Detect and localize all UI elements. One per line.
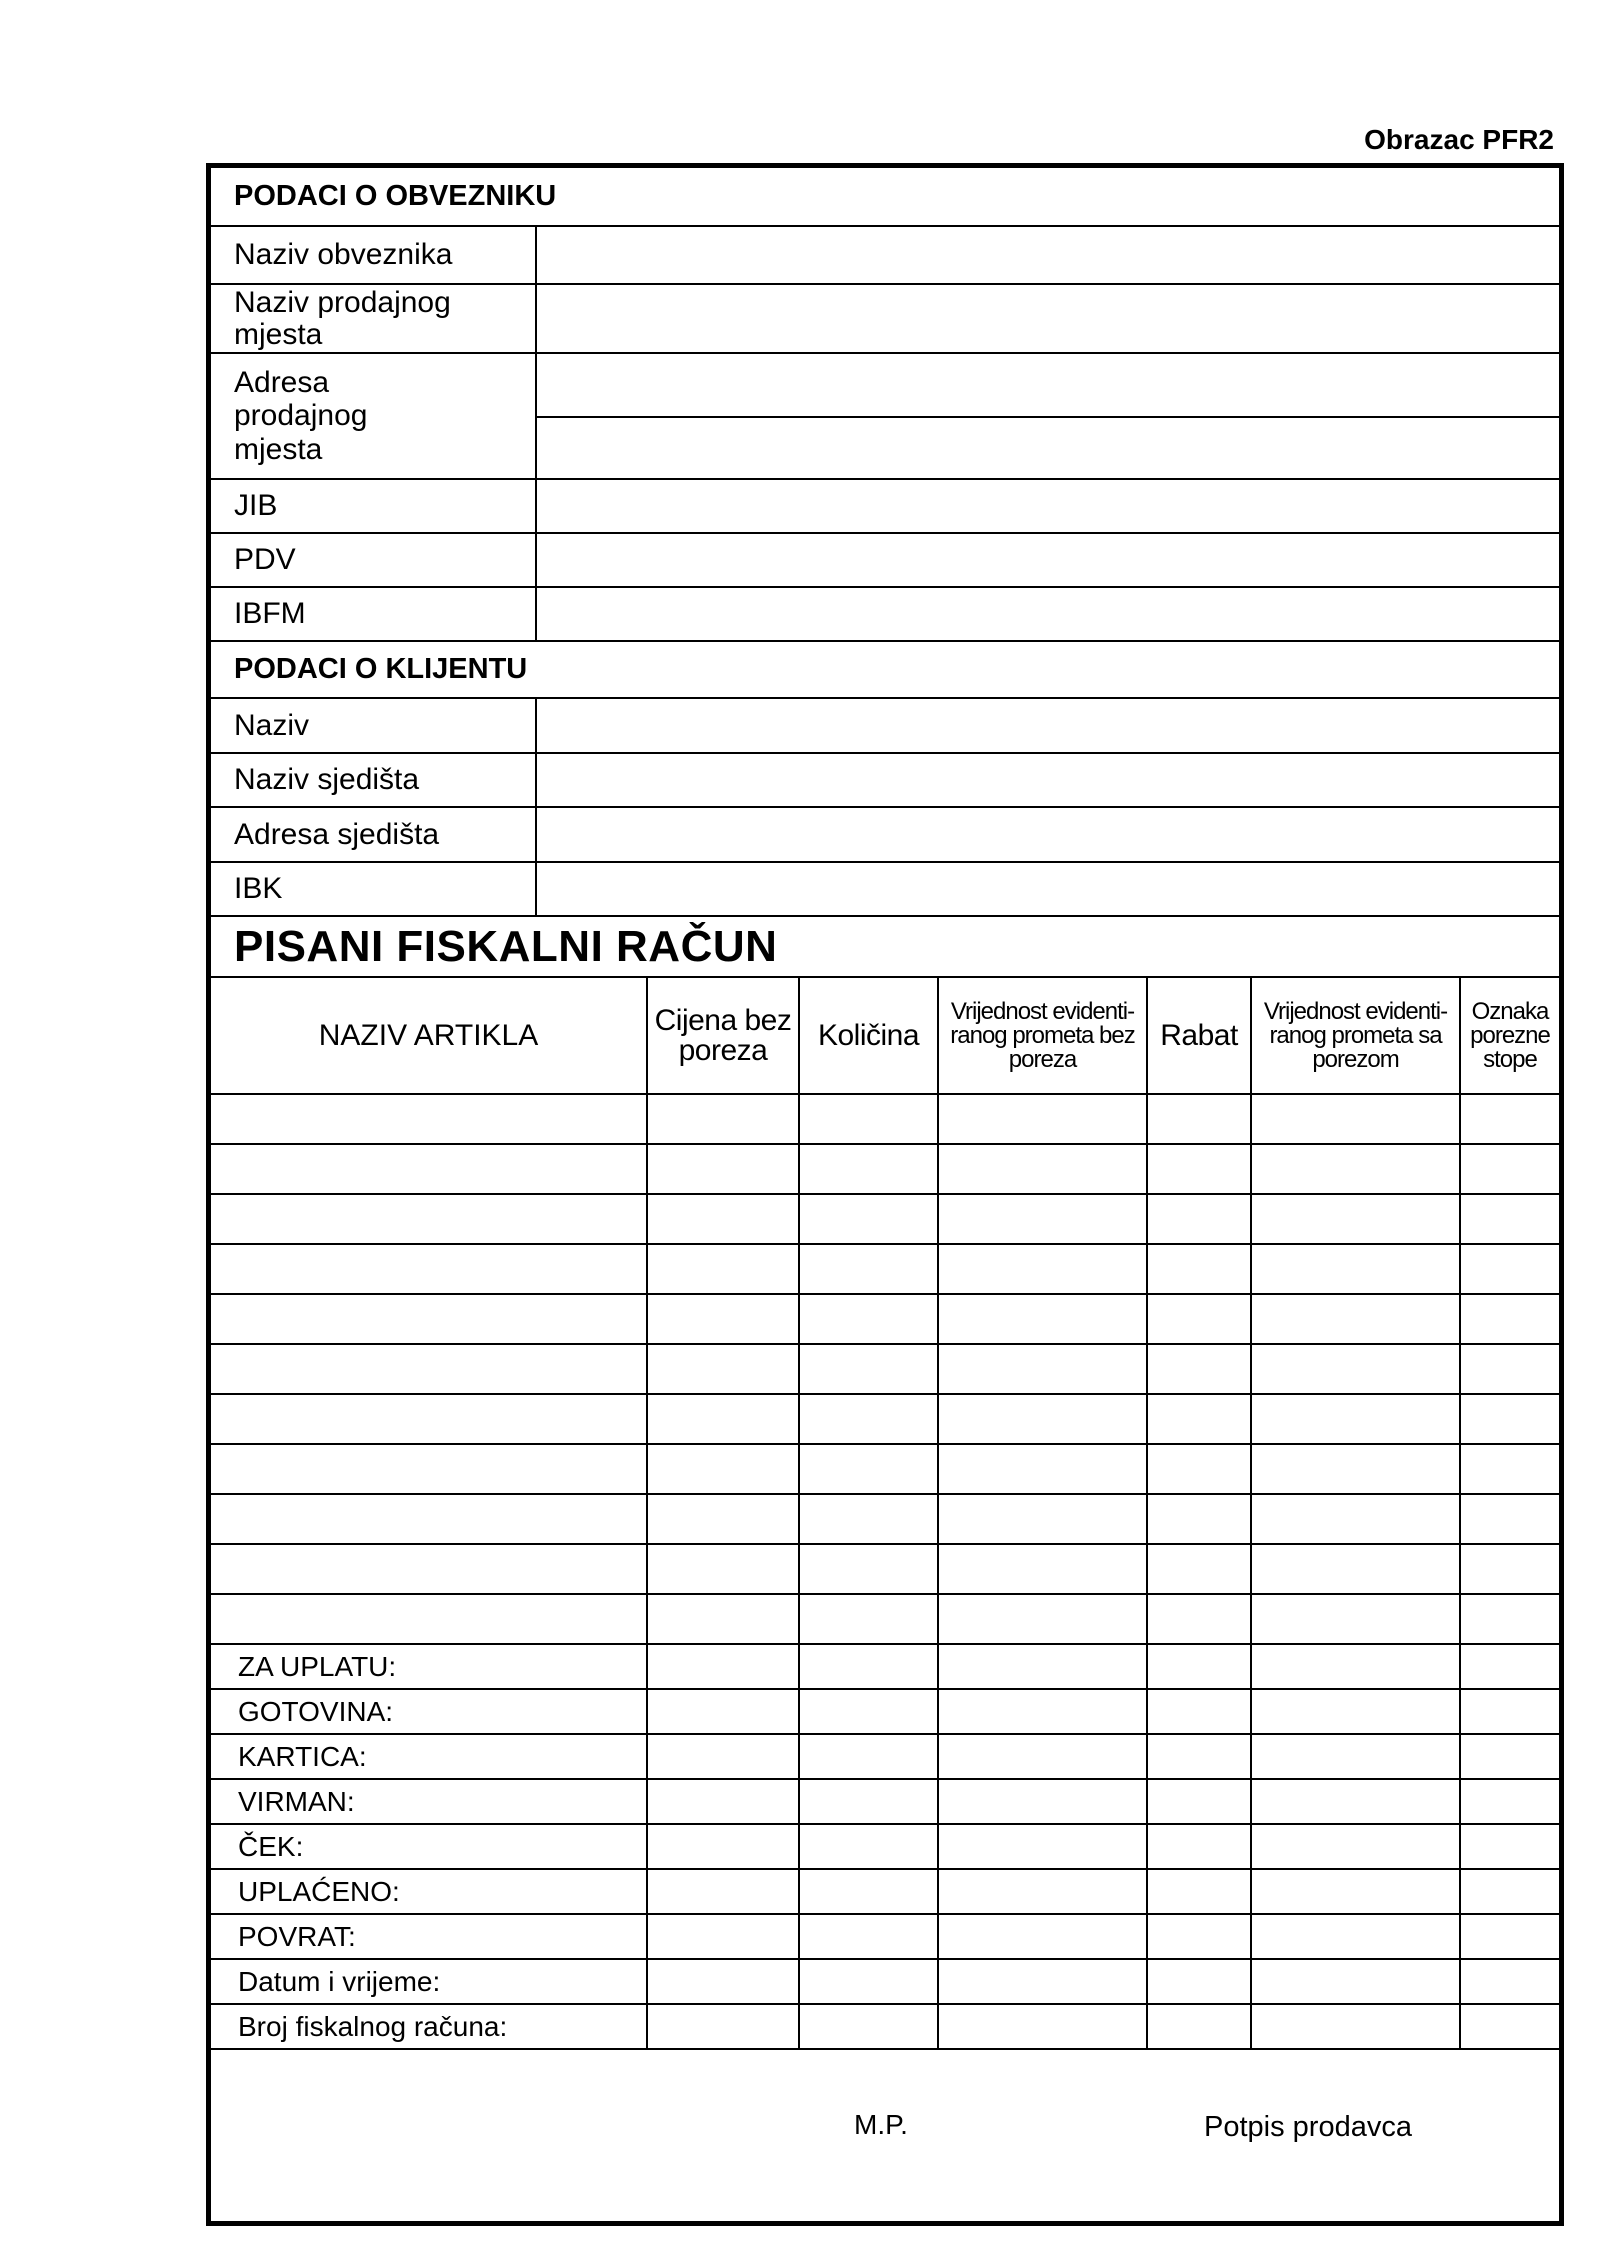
summary-cell[interactable] <box>1147 1644 1251 1689</box>
item-cell[interactable] <box>647 1594 799 1644</box>
ibfm-label: IBFM <box>211 588 537 640</box>
item-cell[interactable] <box>938 1444 1147 1494</box>
item-cell[interactable] <box>938 1244 1147 1294</box>
receipt-form <box>206 163 1564 2226</box>
ibk-row <box>211 863 1559 917</box>
item-row <box>211 1394 1559 1444</box>
jib-label: JIB <box>211 480 537 532</box>
summary-cell[interactable] <box>1460 1824 1559 1869</box>
item-row <box>211 1194 1559 1244</box>
item-row <box>211 1494 1559 1544</box>
summary-cell[interactable] <box>799 1689 938 1734</box>
item-cell[interactable] <box>799 1244 938 1294</box>
items-header-row <box>211 977 1559 1094</box>
item-cell[interactable] <box>1251 1344 1460 1394</box>
summary-row-paid <box>211 1869 1559 1914</box>
item-cell[interactable] <box>211 1394 647 1444</box>
signature-area <box>211 2050 1559 2220</box>
item-cell[interactable] <box>938 1394 1147 1444</box>
col-value-with-tax: Vrijednost evidenti-ranog prometa sa porezom <box>1251 977 1460 1094</box>
item-cell[interactable] <box>1460 1594 1559 1644</box>
cheque-label: ČEK: <box>211 1824 647 1869</box>
item-cell[interactable] <box>211 1244 647 1294</box>
summary-cell[interactable] <box>1460 1644 1559 1689</box>
summary-cell[interactable] <box>647 1824 799 1869</box>
summary-row-change <box>211 1914 1559 1959</box>
summary-cell[interactable] <box>938 2004 1147 2049</box>
summary-cell[interactable] <box>647 1734 799 1779</box>
taxpayer-name-label: Naziv obveznika <box>211 227 537 283</box>
item-cell[interactable] <box>1460 1094 1559 1144</box>
item-cell[interactable] <box>1147 1244 1251 1294</box>
item-cell[interactable] <box>1147 1394 1251 1444</box>
item-cell[interactable] <box>938 1094 1147 1144</box>
form-code: Obrazac PFR2 <box>1364 124 1554 155</box>
pdv-field[interactable] <box>537 534 1559 586</box>
item-cell[interactable] <box>1147 1294 1251 1344</box>
item-cell[interactable] <box>1251 1194 1460 1244</box>
summary-cell[interactable] <box>1251 1824 1460 1869</box>
item-cell[interactable] <box>938 1544 1147 1594</box>
summary-cell[interactable] <box>799 2004 938 2049</box>
item-cell[interactable] <box>1251 1094 1460 1144</box>
summary-cell[interactable] <box>1460 1869 1559 1914</box>
item-cell[interactable] <box>1460 1544 1559 1594</box>
item-cell[interactable] <box>1251 1294 1460 1344</box>
summary-row-card <box>211 1734 1559 1779</box>
item-cell[interactable] <box>1147 1494 1251 1544</box>
item-cell[interactable] <box>1251 1444 1460 1494</box>
item-cell[interactable] <box>211 1094 647 1144</box>
summary-cell[interactable] <box>1460 1959 1559 2004</box>
summary-cell[interactable] <box>799 1824 938 1869</box>
item-cell[interactable] <box>1251 1594 1460 1644</box>
cash-label: GOTOVINA: <box>211 1689 647 1734</box>
card-label: KARTICA: <box>211 1734 647 1779</box>
item-cell[interactable] <box>1147 1344 1251 1394</box>
summary-cell[interactable] <box>1460 1914 1559 1959</box>
item-cell[interactable] <box>799 1444 938 1494</box>
col-quantity: Količina <box>799 977 938 1094</box>
receipt-title: PISANI FISKALNI RAČUN <box>234 921 778 971</box>
item-cell[interactable] <box>938 1494 1147 1544</box>
item-cell[interactable] <box>799 1594 938 1644</box>
summary-cell[interactable] <box>938 1869 1147 1914</box>
item-cell[interactable] <box>211 1144 647 1194</box>
item-row <box>211 1144 1559 1194</box>
item-cell[interactable] <box>938 1144 1147 1194</box>
summary-cell[interactable] <box>1251 1869 1460 1914</box>
summary-cell[interactable] <box>1147 2004 1251 2049</box>
summary-cell[interactable] <box>938 1959 1147 2004</box>
summary-cell[interactable] <box>938 1689 1147 1734</box>
summary-cell[interactable] <box>938 1914 1147 1959</box>
taxpayer-heading: PODACI O OBVEZNIKU <box>211 168 1559 227</box>
item-cell[interactable] <box>211 1344 647 1394</box>
ibfm-row <box>211 588 1559 642</box>
col-value-without-tax: Vrijednost evidenti-ranog prometa bez poreza <box>938 977 1147 1094</box>
col-price-without-tax: Cijena bez poreza <box>647 977 799 1094</box>
seat-address-row <box>211 808 1559 863</box>
item-cell[interactable] <box>1251 1394 1460 1444</box>
summary-cell[interactable] <box>647 1869 799 1914</box>
summary-row-datetime <box>211 1959 1559 2004</box>
shop-name-label: Naziv prodajnog mjesta <box>211 285 537 352</box>
summary-cell[interactable] <box>1147 1914 1251 1959</box>
item-cell[interactable] <box>1460 1194 1559 1244</box>
summary-cell[interactable] <box>1147 1869 1251 1914</box>
shop-address-label: Adresa prodajnog mjesta <box>211 354 537 478</box>
change-label: POVRAT: <box>211 1914 647 1959</box>
item-cell[interactable] <box>799 1294 938 1344</box>
paid-label: UPLAĆENO: <box>211 1869 647 1914</box>
item-cell[interactable] <box>938 1194 1147 1244</box>
item-cell[interactable] <box>799 1094 938 1144</box>
taxpayer-name-row <box>211 227 1559 285</box>
seat-name-label: Naziv sjedišta <box>211 754 537 806</box>
item-row <box>211 1544 1559 1594</box>
item-cell[interactable] <box>211 1494 647 1544</box>
summary-cell[interactable] <box>938 1779 1147 1824</box>
datetime-label: Datum i vrijeme: <box>211 1959 647 2004</box>
summary-cell[interactable] <box>799 1869 938 1914</box>
item-cell[interactable] <box>1460 1444 1559 1494</box>
shop-name-row <box>211 285 1559 354</box>
item-cell[interactable] <box>1147 1094 1251 1144</box>
item-cell[interactable] <box>1147 1144 1251 1194</box>
item-cell[interactable] <box>647 1294 799 1344</box>
summary-cell[interactable] <box>938 1824 1147 1869</box>
summary-cell[interactable] <box>1251 1644 1460 1689</box>
seat-name-row <box>211 754 1559 808</box>
item-cell[interactable] <box>1460 1394 1559 1444</box>
taxpayer-name-field[interactable] <box>537 227 1559 283</box>
to-pay-label: ZA UPLATU: <box>211 1644 647 1689</box>
summary-cell[interactable] <box>1460 2004 1559 2049</box>
col-discount: Rabat <box>1147 977 1251 1094</box>
item-cell[interactable] <box>938 1594 1147 1644</box>
item-row <box>211 1244 1559 1294</box>
summary-cell[interactable] <box>1460 1689 1559 1734</box>
item-cell[interactable] <box>647 1444 799 1494</box>
summary-cell[interactable] <box>1460 1734 1559 1779</box>
summary-cell[interactable] <box>799 1644 938 1689</box>
pdv-label: PDV <box>211 534 537 586</box>
item-cell[interactable] <box>647 1494 799 1544</box>
item-cell[interactable] <box>1460 1294 1559 1344</box>
summary-cell[interactable] <box>799 1914 938 1959</box>
item-cell[interactable] <box>211 1194 647 1244</box>
summary-cell[interactable] <box>938 1734 1147 1779</box>
item-cell[interactable] <box>647 1094 799 1144</box>
client-name-row <box>211 699 1559 754</box>
summary-cell[interactable] <box>1251 2004 1460 2049</box>
summary-row-to-pay <box>211 1644 1559 1689</box>
receipt-number-label: Broj fiskalnog računa: <box>211 2004 647 2049</box>
item-cell[interactable] <box>799 1344 938 1394</box>
item-row <box>211 1094 1559 1144</box>
item-cell[interactable] <box>1460 1494 1559 1544</box>
summary-cell[interactable] <box>799 1779 938 1824</box>
client-name-label: Naziv <box>211 699 537 752</box>
ibk-field[interactable] <box>537 863 1559 915</box>
ibfm-field[interactable] <box>537 588 1559 640</box>
shop-address-line-2[interactable] <box>537 418 1559 478</box>
item-cell[interactable] <box>647 1144 799 1194</box>
client-heading: PODACI O KLIJENTU <box>211 642 1559 699</box>
summary-row-receipt-number <box>211 2004 1559 2049</box>
item-row <box>211 1444 1559 1494</box>
summary-cell[interactable] <box>1460 1779 1559 1824</box>
summary-cell[interactable] <box>1251 1734 1460 1779</box>
summary-cell[interactable] <box>1147 1959 1251 2004</box>
stamp-label: M.P. <box>854 2109 908 2140</box>
item-cell[interactable] <box>1251 1544 1460 1594</box>
item-cell[interactable] <box>211 1544 647 1594</box>
item-row <box>211 1344 1559 1394</box>
summary-cell[interactable] <box>1147 1824 1251 1869</box>
col-item-name: NAZIV ARTIKLA <box>211 977 647 1094</box>
summary-cell[interactable] <box>647 1644 799 1689</box>
item-cell[interactable] <box>1460 1244 1559 1294</box>
item-cell[interactable] <box>1147 1444 1251 1494</box>
items-table <box>211 976 1559 2050</box>
shop-address-row <box>211 354 1559 480</box>
summary-cell[interactable] <box>1251 1779 1460 1824</box>
seat-address-label: Adresa sjedišta <box>211 808 537 861</box>
item-cell[interactable] <box>938 1344 1147 1394</box>
item-cell[interactable] <box>647 1544 799 1594</box>
summary-cell[interactable] <box>799 1959 938 2004</box>
item-cell[interactable] <box>1147 1194 1251 1244</box>
jib-row <box>211 480 1559 534</box>
client-name-field[interactable] <box>537 699 1559 752</box>
summary-cell[interactable] <box>938 1644 1147 1689</box>
summary-cell[interactable] <box>1147 1734 1251 1779</box>
item-cell[interactable] <box>1251 1144 1460 1194</box>
summary-cell[interactable] <box>799 1734 938 1779</box>
seat-address-field[interactable] <box>537 808 1559 861</box>
shop-address-field <box>537 354 1559 478</box>
col-tax-rate-mark: Oznaka porezne stope <box>1460 977 1559 1094</box>
summary-row-cash <box>211 1689 1559 1734</box>
summary-cell[interactable] <box>1147 1689 1251 1734</box>
summary-cell[interactable] <box>647 1959 799 2004</box>
summary-row-transfer <box>211 1779 1559 1824</box>
item-cell[interactable] <box>647 1344 799 1394</box>
summary-cell[interactable] <box>1251 1914 1460 1959</box>
seller-signature-label: Potpis prodavca <box>1204 2111 1412 2143</box>
summary-cell[interactable] <box>647 1914 799 1959</box>
item-cell[interactable] <box>1251 1244 1460 1294</box>
item-cell[interactable] <box>211 1294 647 1344</box>
item-cell[interactable] <box>1147 1594 1251 1644</box>
seat-name-field[interactable] <box>537 754 1559 806</box>
item-cell[interactable] <box>799 1544 938 1594</box>
summary-cell[interactable] <box>647 2004 799 2049</box>
item-cell[interactable] <box>211 1594 647 1644</box>
summary-cell[interactable] <box>1251 1689 1460 1734</box>
summary-cell[interactable] <box>1147 1779 1251 1824</box>
item-cell[interactable] <box>1460 1344 1559 1394</box>
shop-address-line-1[interactable] <box>537 354 1559 418</box>
summary-cell[interactable] <box>647 1689 799 1734</box>
summary-row-cheque <box>211 1824 1559 1869</box>
transfer-label: VIRMAN: <box>211 1779 647 1824</box>
item-cell[interactable] <box>1251 1494 1460 1544</box>
item-cell[interactable] <box>799 1194 938 1244</box>
item-row <box>211 1594 1559 1644</box>
item-cell[interactable] <box>1460 1144 1559 1194</box>
item-cell[interactable] <box>647 1394 799 1444</box>
summary-cell[interactable] <box>1251 1959 1460 2004</box>
shop-name-field[interactable] <box>537 285 1559 352</box>
summary-cell[interactable] <box>647 1779 799 1824</box>
item-cell[interactable] <box>211 1444 647 1494</box>
item-cell[interactable] <box>1147 1544 1251 1594</box>
jib-field[interactable] <box>537 480 1559 532</box>
ibk-label: IBK <box>211 863 537 915</box>
item-cell[interactable] <box>799 1144 938 1194</box>
pdv-row <box>211 534 1559 588</box>
item-row <box>211 1294 1559 1344</box>
item-cell[interactable] <box>799 1494 938 1544</box>
item-cell[interactable] <box>938 1294 1147 1344</box>
item-cell[interactable] <box>647 1194 799 1244</box>
item-cell[interactable] <box>799 1394 938 1444</box>
item-cell[interactable] <box>647 1244 799 1294</box>
